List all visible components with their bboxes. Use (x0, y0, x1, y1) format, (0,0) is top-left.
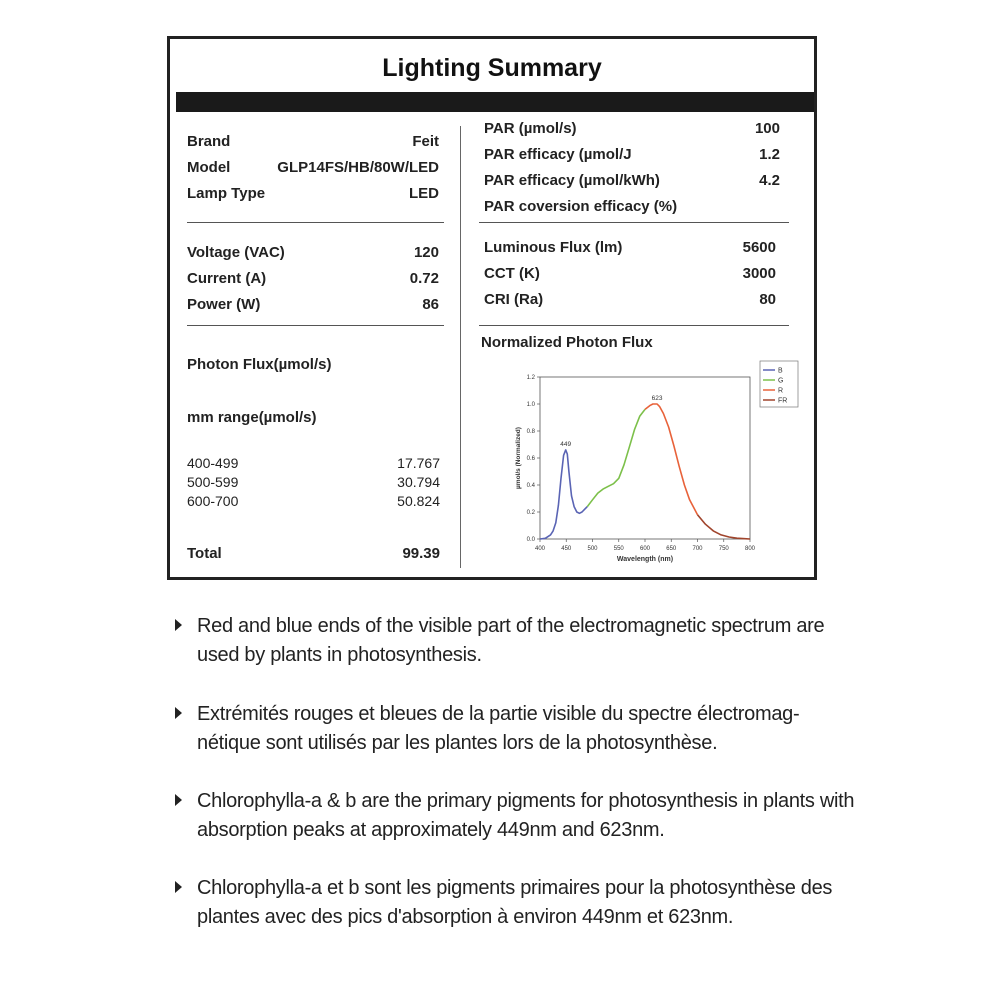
par-conversion-label: PAR coversion efficacy (%) (484, 198, 678, 215)
bullet-arrow-icon (175, 794, 182, 806)
plot-frame (540, 377, 750, 539)
note-text: Red and blue ends of the visible part of the electromagnetic spectrum are used by plants in photosynthesis. (197, 615, 825, 666)
note-text: Extrémités rouges et bleues de la partie visible du spectre électromag-nétique sont utilisés par les plantes lors de la photosynthèse. (197, 703, 800, 754)
y-axis-label: µmol/s (Normalized) (515, 427, 522, 489)
x-tick-label: 600 (639, 546, 651, 552)
lamp-type-label: Lamp Type (187, 185, 266, 202)
legend-entry: B (778, 367, 783, 375)
lamp-type-value: LED (409, 185, 439, 202)
series-line-fr (698, 515, 751, 539)
column-divider (460, 126, 461, 568)
brand-value: Feit (412, 133, 439, 150)
peak-label: 449 (560, 440, 572, 448)
x-tick-label: 650 (666, 546, 677, 552)
x-tick-label: 700 (692, 546, 703, 552)
range-label: mm range(µmol/s) (187, 409, 317, 426)
bullet-arrow-icon (175, 707, 182, 719)
legend-entry: FR (778, 397, 788, 405)
photon-flux-label: Photon Flux(µmol/s) (187, 356, 332, 373)
header-bar (176, 92, 814, 112)
model-value: GLP14FS/HB/80W/LED (277, 159, 439, 176)
bullet-arrow-icon (175, 881, 182, 893)
y-tick-label: 0.2 (526, 510, 535, 516)
series-line-r (645, 404, 698, 515)
par-label: PAR (µmol/s) (484, 120, 577, 137)
luminous-flux-label: Luminous Flux (lm) (484, 239, 623, 256)
y-tick-label: 0.6 (526, 456, 535, 462)
chart-section-title: Normalized Photon Flux (481, 334, 653, 351)
series-line-b (540, 450, 587, 539)
legend-entry: G (778, 377, 784, 385)
par-efficacy-kwh-value: 4.2 (759, 172, 780, 189)
bullet-arrow-icon (175, 619, 182, 631)
x-tick-label: 550 (613, 546, 624, 552)
total-value: 99.39 (402, 545, 440, 562)
series-line-g (587, 409, 645, 506)
total-label: Total (187, 545, 222, 562)
y-tick-label: 0.0 (526, 537, 535, 543)
divider-line (479, 222, 789, 223)
normalized-photon-flux-chart (510, 359, 800, 569)
x-tick-label: 400 (534, 546, 546, 552)
x-axis-label: Wavelength (nm) (616, 556, 674, 563)
y-tick-label: 0.8 (526, 429, 535, 435)
par-efficacy-kwh-label: PAR efficacy (µmol/kWh) (484, 172, 660, 189)
range-value: 50.824 (397, 493, 440, 509)
divider-line (479, 325, 789, 326)
current-label: Current (A) (187, 270, 267, 287)
range-name: 600-700 (187, 493, 239, 509)
cri-label: CRI (Ra) (484, 291, 544, 308)
cri-value: 80 (759, 291, 776, 308)
x-tick-label: 450 (561, 546, 572, 552)
par-efficacy-j-label: PAR efficacy (µmol/J (484, 146, 632, 163)
model-label: Model (187, 159, 231, 176)
cct-label: CCT (K) (484, 265, 540, 282)
range-value: 17.767 (397, 455, 440, 471)
y-tick-label: 0.4 (526, 483, 535, 489)
panel-title: Lighting Summary (382, 54, 602, 82)
brand-label: Brand (187, 133, 231, 150)
voltage-value: 120 (413, 244, 439, 261)
y-tick-label: 1.0 (526, 402, 535, 408)
lighting-summary-panel (167, 36, 817, 580)
cct-value: 3000 (742, 265, 776, 282)
current-value: 0.72 (409, 270, 439, 287)
divider-line (187, 325, 444, 326)
par-value: 100 (754, 120, 780, 137)
legend-entry: R (778, 387, 784, 395)
note-text: Chlorophylla-a & b are the primary pigments for photosynthesis in plants with absorption peaks at approximately 449nm and 623nm. (197, 790, 855, 841)
par-efficacy-j-value: 1.2 (759, 146, 780, 163)
peak-label: 623 (651, 395, 663, 402)
x-tick-label: 800 (744, 546, 756, 552)
x-tick-label: 500 (587, 546, 598, 552)
divider-line (187, 222, 444, 223)
note-text: Chlorophylla-a et b sont les pigments primaires pour la photosynthèse des plantes avec des pics d'absorption à environ 449nm et 623nm. (197, 877, 833, 928)
luminous-flux-value: 5600 (742, 239, 776, 256)
range-value: 30.794 (397, 474, 440, 490)
range-name: 500-599 (187, 474, 239, 490)
power-value: 86 (422, 296, 439, 313)
power-label: Power (W) (187, 296, 261, 313)
y-tick-label: 1.2 (526, 375, 535, 381)
voltage-label: Voltage (VAC) (187, 244, 285, 261)
x-tick-label: 750 (718, 546, 729, 552)
range-name: 400-499 (187, 455, 239, 471)
